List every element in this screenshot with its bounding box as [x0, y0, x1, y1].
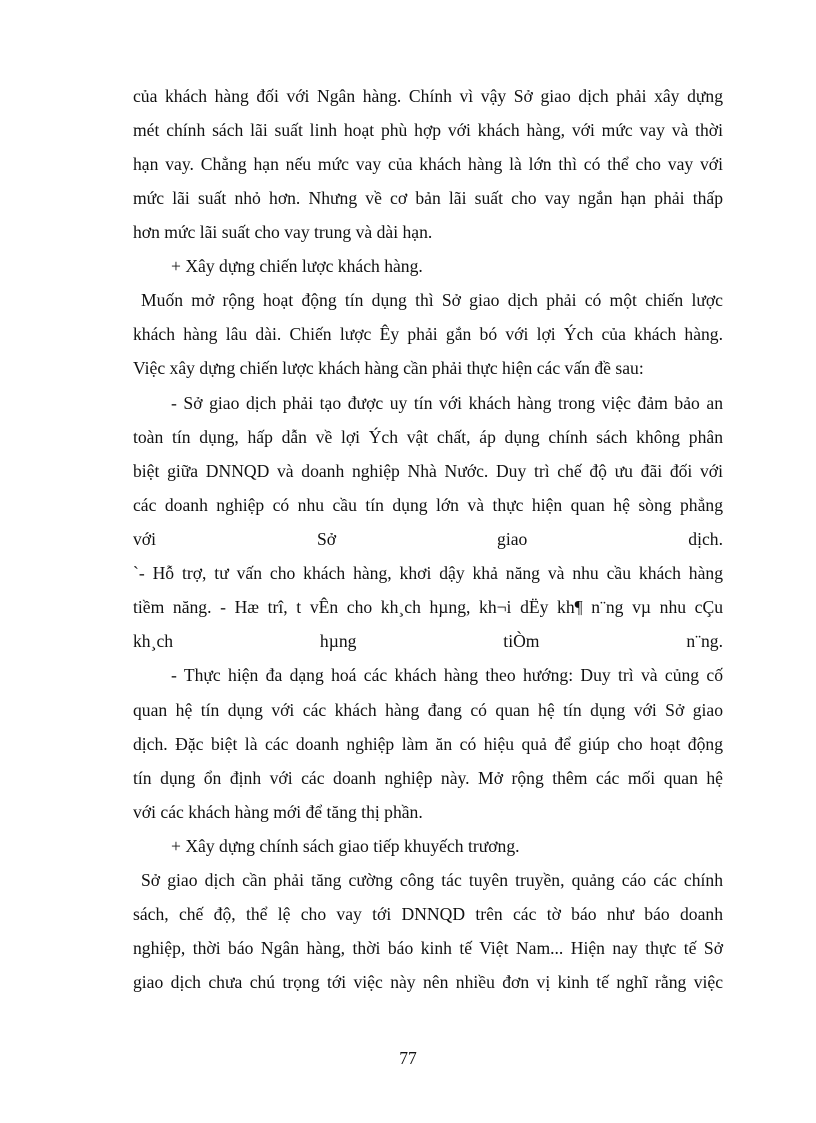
text-line-26: nghiệp, thời báo Ngân hàng, thời báo kinh tế Việt Nam... Hiện nay thực tế Sở [133, 938, 723, 958]
text-line-11: toàn tín dụng, hấp dẫn về lợi Ých vật chất, áp dụng chính sách không phân [133, 427, 723, 447]
text-line-25: sách, chế độ, thể lệ cho vay tới DNNQD trên các tờ báo như báo doanh [133, 904, 723, 924]
text-line-15: `- Hỗ trợ, tư vấn cho khách hàng, khơi dậy khả năng và nhu cầu khách hàng [133, 563, 723, 583]
section-heading-customer-strategy: + Xây dựng chiến lược khách hàng. [171, 256, 423, 276]
text-line-10: - Sở giao dịch phải tạo được uy tín với khách hàng trong việc đảm bảo an [171, 393, 723, 413]
text-line-5: hơn mức lãi suất cho vay trung và dài hạn. [133, 222, 433, 242]
page-number: 77 [399, 1048, 417, 1068]
text-line-21: tín dụng ổn định với các doanh nghiệp này. Mở rộng thêm các mối quan hệ [133, 768, 723, 788]
text-line-18: - Thực hiện đa dạng hoá các khách hàng theo hướng: Duy trì và củng cố [171, 665, 723, 685]
text-line-1: của khách hàng đối với Ngân hàng. Chính vì vậy Sở giao dịch phải xây dựng [133, 86, 723, 106]
text-line-12: biệt giữa DNNQD và doanh nghiệp Nhà Nước. Duy trì chế độ ưu đãi đối với [133, 461, 723, 481]
text-line-20: dịch. Đặc biệt là các doanh nghiệp làm ăn có hiệu quả để giúp cho hoạt động [133, 734, 723, 754]
text-line-19: quan hệ tín dụng với các khách hàng đang có quan hệ tín dụng với Sở giao [133, 700, 723, 720]
text-line-4: mức lãi suất nhỏ hơn. Nhưng về cơ bản lãi suất cho vay ngắn hạn phải thấp [133, 188, 723, 208]
text-line-17: kh¸ch hµng tiÒm n¨ng. [133, 631, 723, 651]
text-line-9: Việc xây dựng chiến lược khách hàng cần phải thực hiện các vấn đề sau: [133, 358, 644, 378]
text-line-27: giao dịch chưa chú trọng tới việc này nên nhiều đơn vị kinh tế nghĩ rằng việc [133, 972, 723, 992]
text-line-13: các doanh nghiệp có nhu cầu tín dụng lớn và thực hiện quan hệ sòng phẳng [133, 495, 723, 515]
text-line-24: Sở giao dịch cần phải tăng cường công tác tuyên truyền, quảng cáo các chính [141, 870, 723, 890]
text-line-14: với Sở giao dịch. [133, 529, 723, 549]
text-line-22: với các khách hàng mới để tăng thị phần. [133, 802, 423, 822]
text-line-2: mét chính sách lãi suất linh hoạt phù hợp với khách hàng, với mức vay và thời [133, 120, 723, 140]
section-heading-communication-policy: + Xây dựng chính sách giao tiếp khuyếch trương. [171, 836, 520, 856]
text-line-16: tiềm năng. - Hæ trî, t vÊn cho kh¸ch hµng, kh¬i dËy kh¶ n¨ng vµ nhu cÇu [133, 597, 723, 617]
text-line-3: hạn vay. Chẳng hạn nếu mức vay của khách hàng là lớn thì có thể cho vay với [133, 154, 723, 174]
text-line-7: Muốn mở rộng hoạt động tín dụng thì Sở giao dịch phải có một chiến lược [141, 290, 723, 310]
text-line-8: khách hàng lâu dài. Chiến lược Êy phải gắn bó với lợi Ých của khách hàng. [133, 324, 723, 344]
